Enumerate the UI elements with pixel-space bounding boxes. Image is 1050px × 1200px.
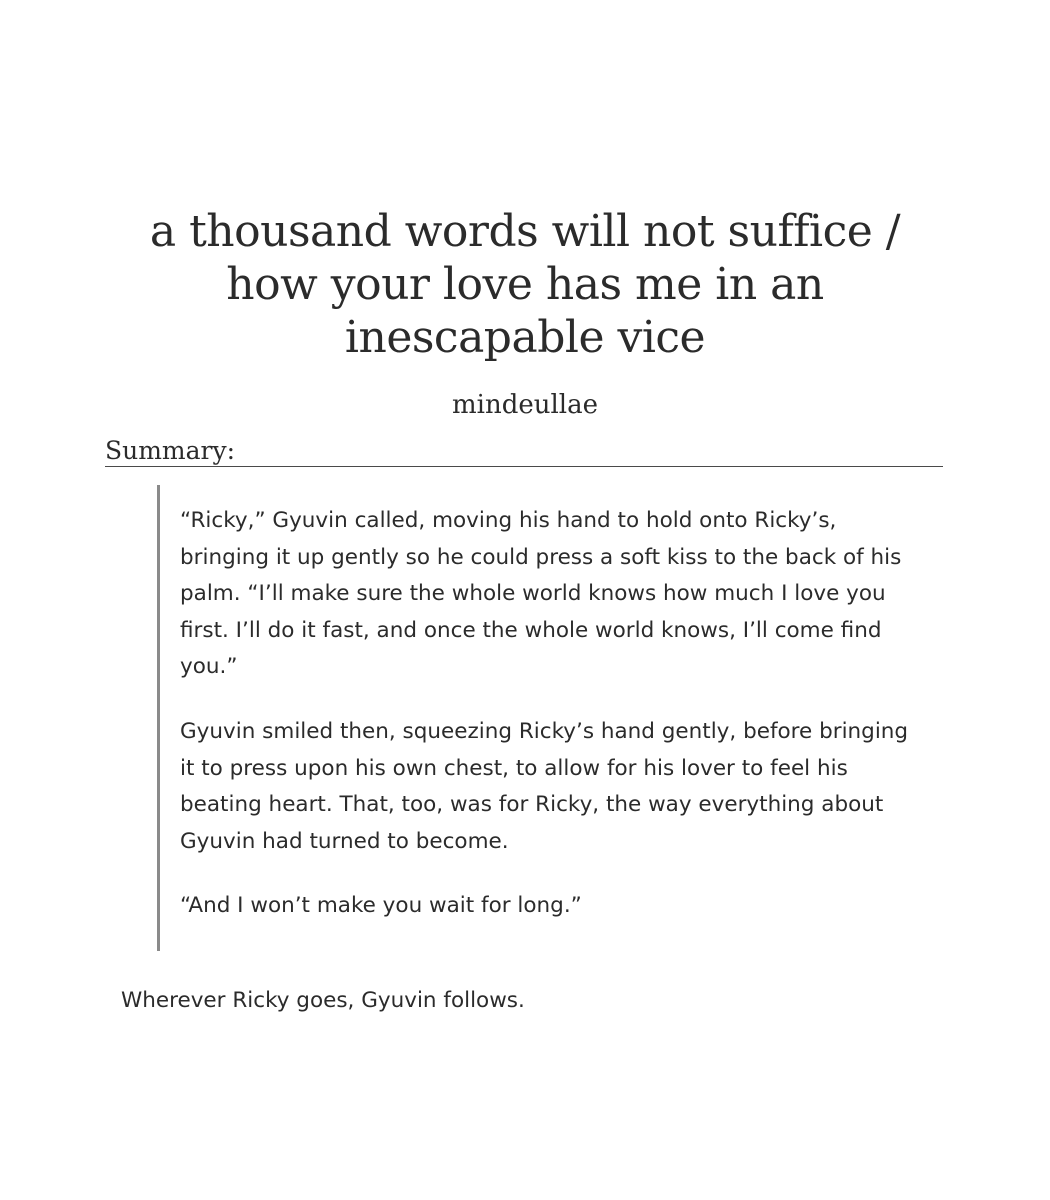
title-line: how your love has me in an [226, 259, 824, 310]
closing-line: Wherever Ricky goes, Gyuvin follows. [121, 988, 525, 1013]
summary-paragraph: “Ricky,” Gyuvin called, moving his hand to hold onto Ricky’s, bringing it up gently so he could press a soft kiss to the back of his palm. “I’ll make sure the whole world knows how much I love you first. I’ll do it fast, and once the whole world knows, I’ll come find you.” [180, 508, 902, 680]
summary-paragraph: Gyuvin smiled then, squeezing Ricky’s hand gently, before bringing it to press upon his own chest, to allow for his lover to feel his beating heart. That, too, was for Ricky, the way everything about Gyuvin had turned to become. [180, 718, 909, 854]
summary-heading: Summary: [105, 435, 943, 467]
summary-paragraph: “And I won’t make you wait for long.” [180, 893, 582, 919]
author-name[interactable]: mindeullae [451, 390, 598, 420]
summary-blockquote [157, 485, 920, 951]
work-title [0, 205, 1050, 364]
title-line: inescapable vice [344, 312, 706, 363]
title-line: a thousand words will not suffice / [149, 206, 901, 257]
